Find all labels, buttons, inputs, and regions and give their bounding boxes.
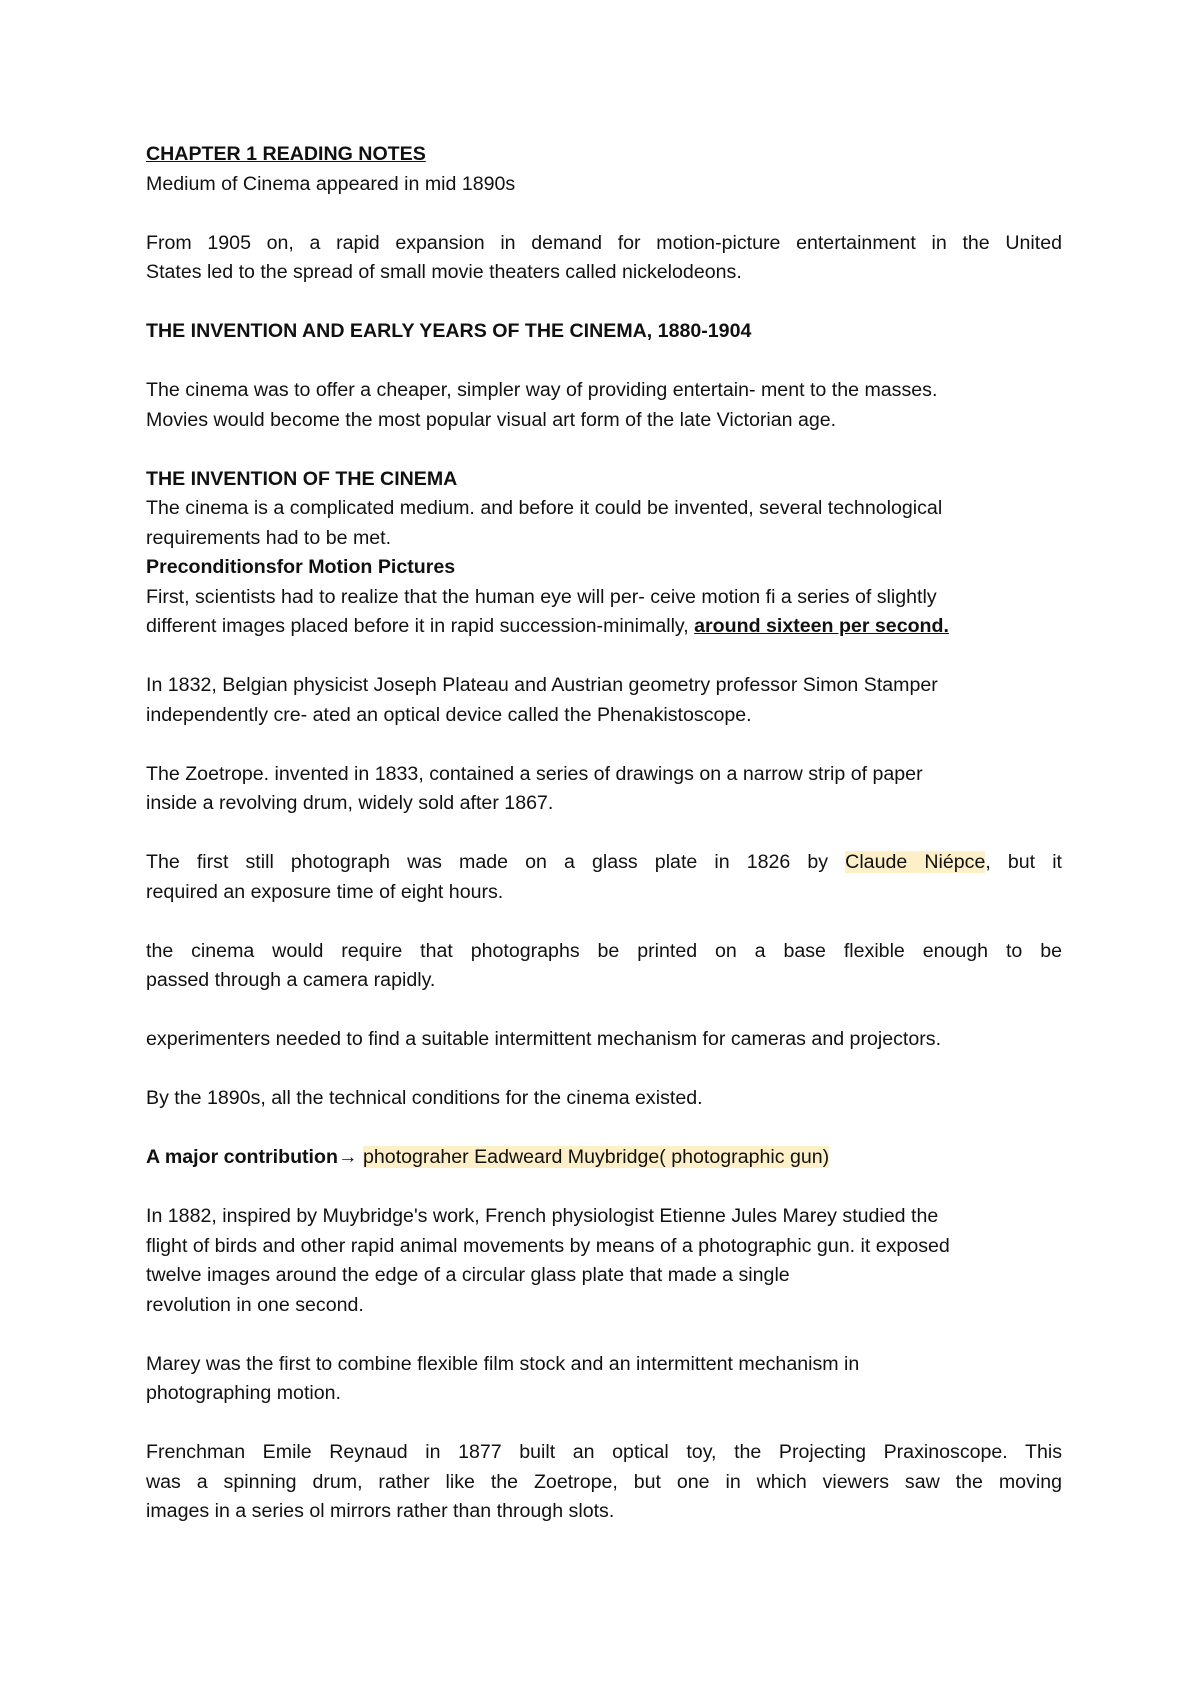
paragraph-line: Frenchman Emile Reynaud in 1877 built an optical toy, the Projecting Praxinoscope. This	[146, 1441, 1062, 1463]
subheading-preconditions: Preconditionsfor Motion Pictures	[146, 556, 456, 578]
paragraph-line: Movies would become the most popular visual art form of the late Victorian age.	[146, 408, 837, 431]
highlighted-text: photograher Eadweard Muybridge( photographic gun)	[363, 1146, 830, 1168]
paragraph-line: revolution in one second.	[146, 1293, 364, 1316]
paragraph-first	[146, 583, 1062, 642]
paragraph-photograph	[146, 848, 1062, 907]
paragraph-line: The Zoetrope. invented in 1833, contained a series of drawings on a narrow strip of paper	[146, 762, 923, 785]
paragraph-line: States led to the spread of small movie theaters called nickelodeons.	[146, 261, 742, 283]
paragraph-1832	[146, 671, 1062, 730]
highlighted-text: Claude Niépce	[845, 851, 986, 873]
paragraph-line: was a spinning drum, rather like the Zoetrope, but one in which viewers saw the moving	[146, 1470, 1062, 1493]
paragraph-line: First, scientists had to realize that the human eye will per- ceive motion fi a series of slightly	[146, 585, 937, 608]
paragraph-line	[146, 612, 1062, 642]
paragraph-cheaper	[146, 376, 1062, 435]
paragraph-line: independently cre- ated an optical device called the Phenakistoscope.	[146, 703, 752, 726]
paragraph-line: passed through a camera rapidly.	[146, 969, 436, 991]
paragraph-medium: Medium of Cinema appeared in mid 1890s	[146, 172, 516, 195]
paragraph-line: required an exposure time of eight hours.	[146, 880, 504, 903]
paragraph-reynaud	[146, 1438, 1062, 1527]
document-page	[146, 140, 1062, 1527]
page-title: CHAPTER 1 READING NOTES	[146, 143, 426, 165]
emphasis-text: around sixteen per second.	[694, 615, 949, 637]
paragraph-experimenters: experimenters needed to find a suitable intermittent mechanism for cameras and projectors.	[146, 1028, 942, 1050]
paragraph-line: images in a series ol mirrors rather than through slots.	[146, 1500, 615, 1522]
paragraph-marey	[146, 1350, 1062, 1409]
paragraph-text: different images placed before it in rapid succession-minimally,	[146, 615, 695, 637]
paragraph-line: The cinema is a complicated medium. and before it could be invented, several technological	[146, 497, 943, 519]
paragraph-1882	[146, 1202, 1062, 1320]
paragraph-text: , but it	[985, 851, 1062, 873]
section-heading-invention-years: THE INVENTION AND EARLY YEARS OF THE CINEMA, 1880-1904	[146, 320, 752, 342]
paragraph-line: inside a revolving drum, widely sold after 1867.	[146, 792, 554, 814]
paragraph-line: In 1832, Belgian physicist Joseph Plateau and Austrian geometry professor Simon Stamper	[146, 674, 938, 696]
paragraph-contribution	[146, 1143, 1062, 1173]
paragraph-zoetrope	[146, 760, 1062, 819]
paragraph-line: photographing motion.	[146, 1382, 341, 1404]
paragraph-line: In 1882, inspired by Muybridge's work, French physiologist Etienne Jules Marey studied the	[146, 1205, 939, 1227]
bold-text: A major contribution	[146, 1146, 338, 1168]
paragraph-line: Marey was the first to combine flexible film stock and an intermittent mechanism in	[146, 1352, 860, 1375]
paragraph-text: The first still photograph was made on a glass plate in 1826 by	[146, 851, 846, 873]
paragraph-require	[146, 937, 1062, 996]
paragraph-complicated	[146, 494, 1062, 553]
arrow-text: →	[337, 1146, 363, 1168]
paragraph-line: twelve images around the edge of a circular glass plate that made a single	[146, 1264, 790, 1286]
paragraph-line	[146, 848, 1062, 878]
paragraph-line: From 1905 on, a rapid expansion in demand for motion-picture entertainment in the United	[146, 231, 1062, 254]
paragraph-line: The cinema was to offer a cheaper, simpler way of providing entertain- ment to the masses.	[146, 379, 938, 401]
paragraph-line: requirements had to be met.	[146, 526, 392, 549]
paragraph-line: the cinema would require that photographs be printed on a base flexible enough to be	[146, 939, 1062, 962]
section-heading-invention: THE INVENTION OF THE CINEMA	[146, 467, 458, 490]
paragraph-line: flight of birds and other rapid animal movements by means of a photographic gun. it exposed	[146, 1234, 950, 1257]
paragraph-1905	[146, 229, 1062, 288]
paragraph-1890s: By the 1890s, all the technical conditions for the cinema existed.	[146, 1087, 703, 1109]
